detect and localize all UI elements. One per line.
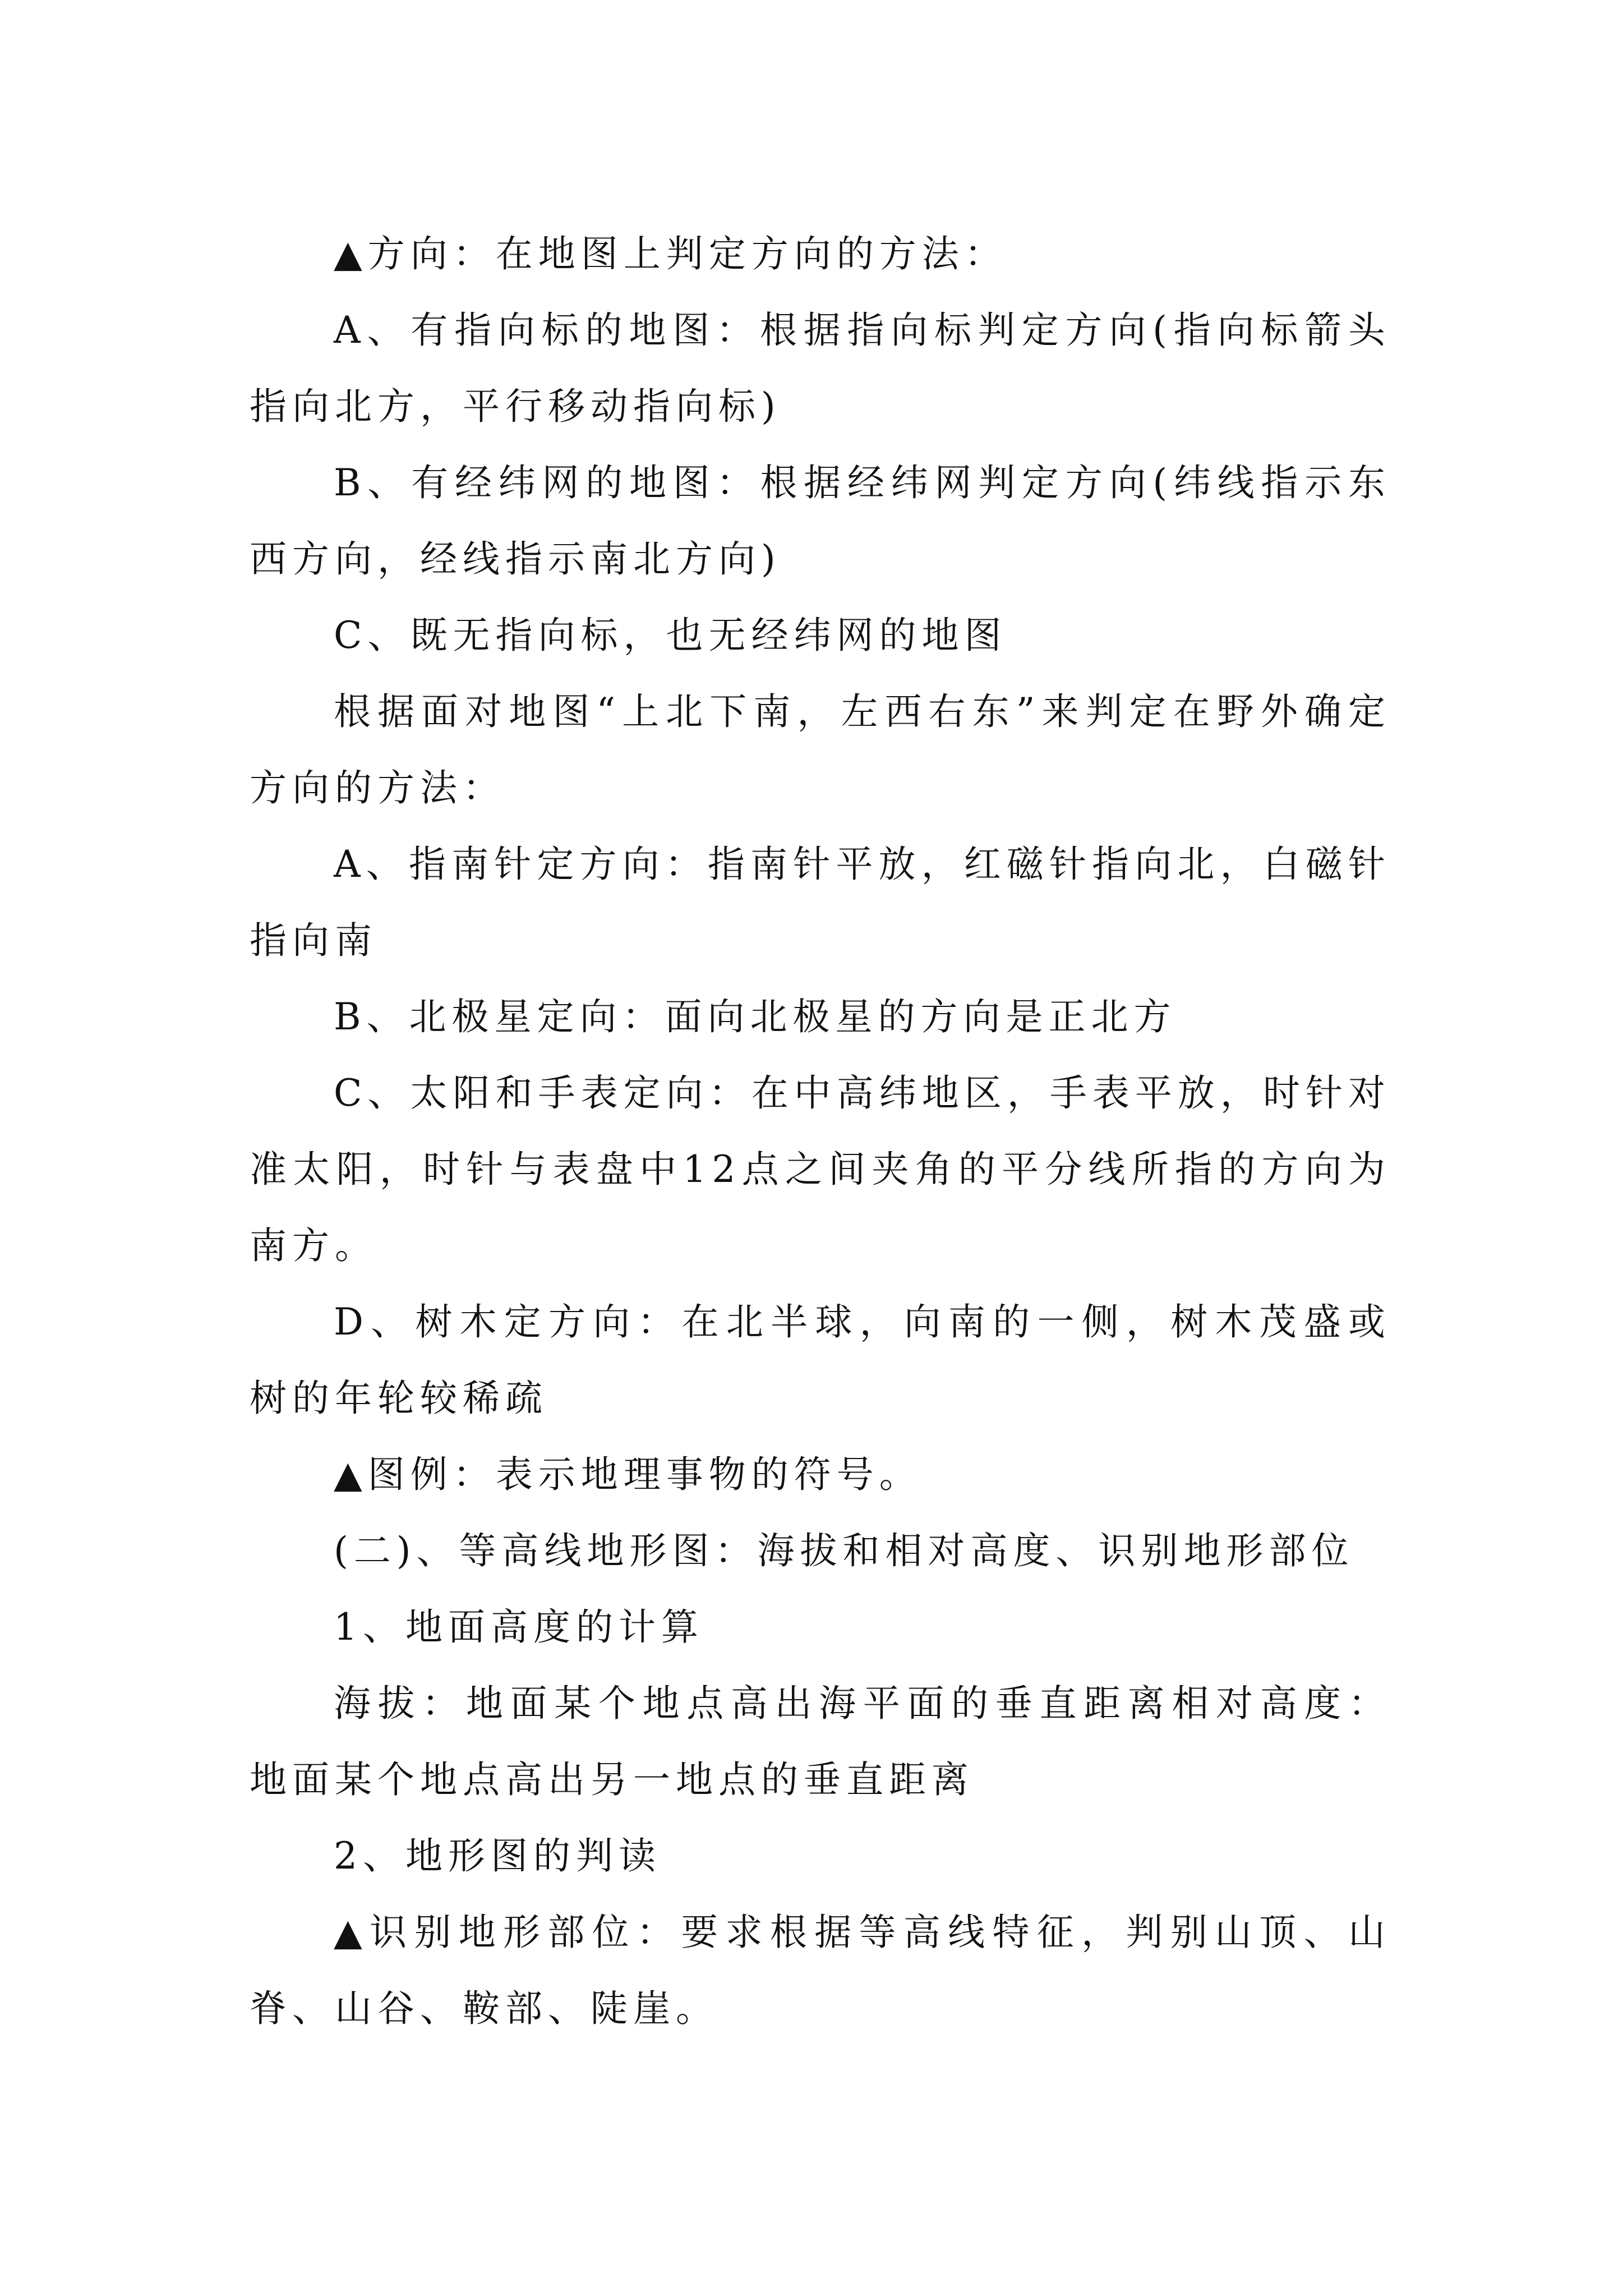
paragraph-graticule-map: B、有经纬网的地图：根据经纬网判定方向(纬线指示东西方向，经线指示南北方向) xyxy=(250,461,1391,581)
paragraph-tree-method: D、树木定方向：在北半球，向南的一侧，树木茂盛或树的年轮较稀疏 xyxy=(250,1300,1391,1420)
document-body xyxy=(250,216,1391,2047)
paragraph-compass-arrow-map: A、有指向标的地图：根据指向标判定方向(指向标箭头指向北方，平行移动指向标) xyxy=(250,309,1391,428)
paragraph-no-arrow-no-graticule: C、既无指向标，也无经纬网的地图 xyxy=(334,614,1007,657)
paragraph-direction-heading: ▲方向：在地图上判定方向的方法： xyxy=(334,232,1007,275)
paragraph-legend-heading: ▲图例：表示地理事物的符号。 xyxy=(334,1453,922,1496)
paragraph-contour-map-heading: (二)、等高线地形图：海拔和相对高度、识别地形部位 xyxy=(334,1529,1354,1572)
paragraph-polaris-method: B、北极星定向：面向北极星的方向是正北方 xyxy=(334,995,1177,1038)
paragraph-landform-identification: ▲识别地形部位：要求根据等高线特征，判别山顶、山脊、山谷、鞍部、陡崖。 xyxy=(250,1911,1391,2030)
paragraph-altitude-definition: 海拔：地面某个地点高出海平面的垂直距离相对高度：地面某个地点高出另一地点的垂直距离 xyxy=(250,1682,1391,1801)
paragraph-compass-method: A、指南针定方向：指南针平放，红磁针指向北，白磁针指向南 xyxy=(250,843,1391,962)
paragraph-north-up-rule: 根据面对地图“上北下南，左西右东”来判定在野外确定方向的方法： xyxy=(250,690,1391,809)
paragraph-sun-watch-method: C、太阳和手表定向：在中高纬地区，手表平放，时针对准太阳，时针与表盘中12点之间夹角的平分线所指的方向为南方。 xyxy=(250,1071,1391,1267)
paragraph-elevation-calc-heading: 1、地面高度的计算 xyxy=(334,1605,704,1649)
paragraph-map-reading-heading: 2、地形图的判读 xyxy=(334,1834,661,1878)
